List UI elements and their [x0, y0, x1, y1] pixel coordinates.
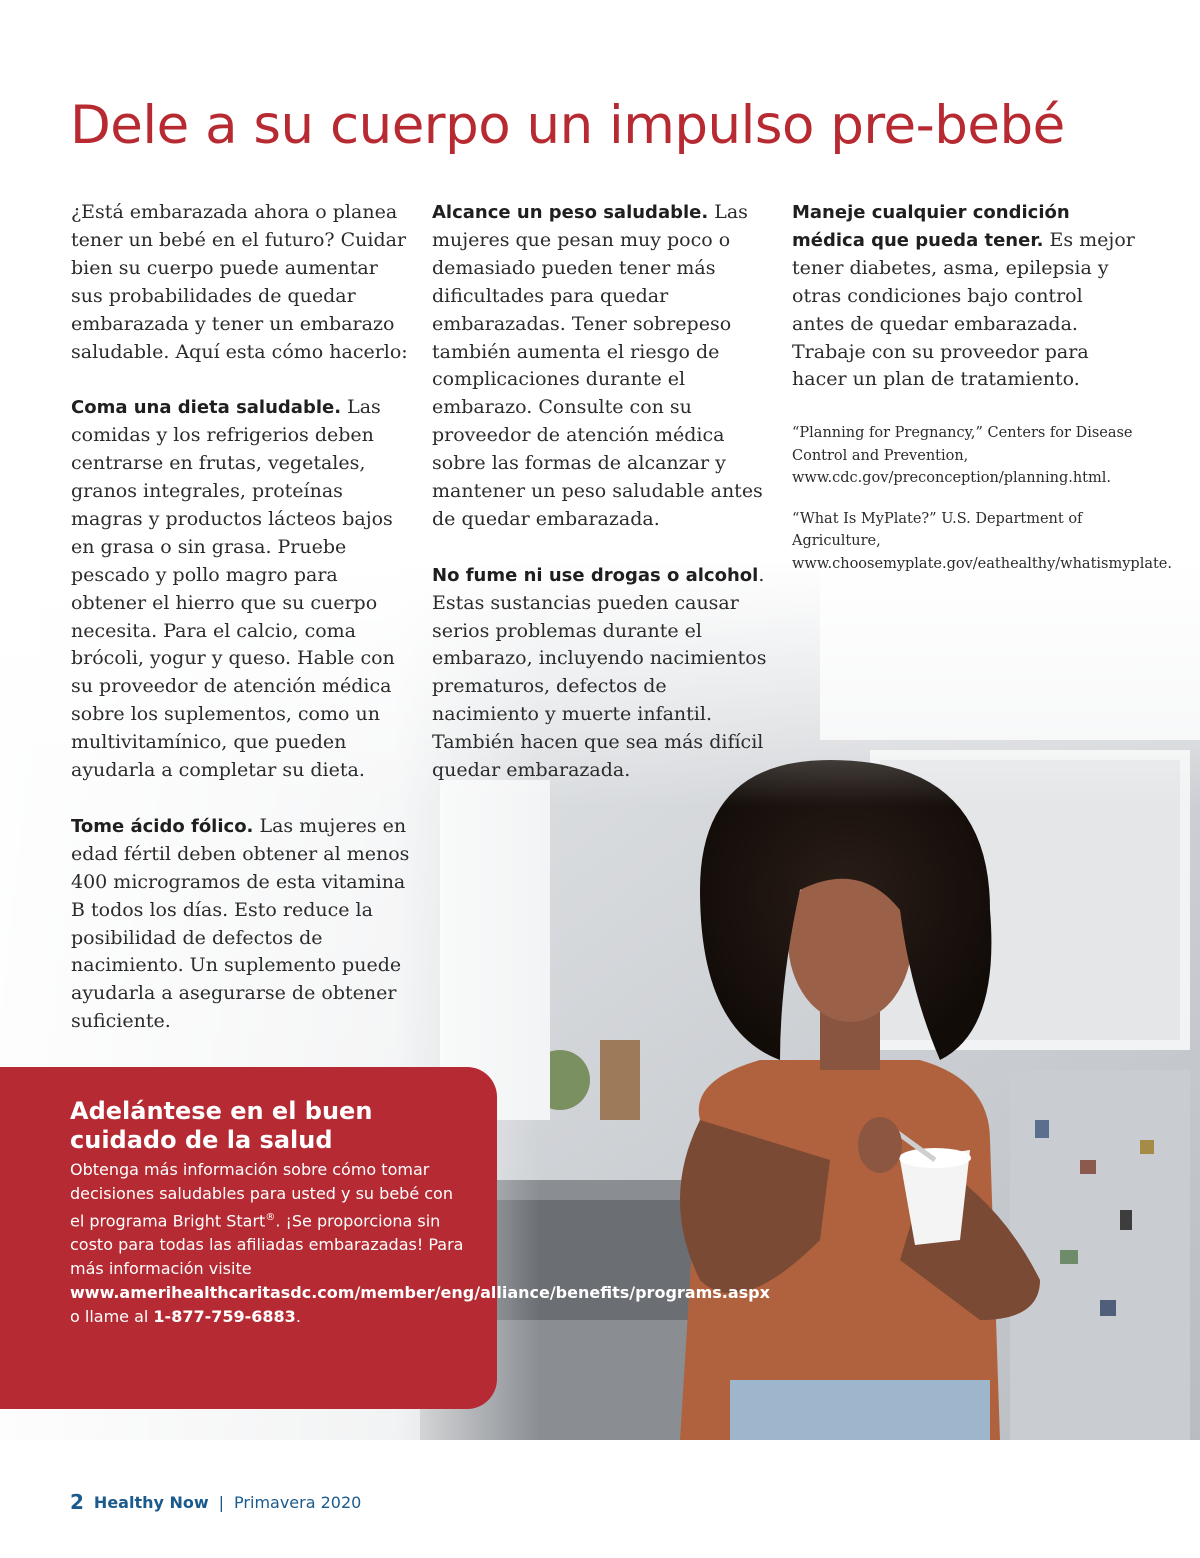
source-citation: “Planning for Pregnancy,” Centers for Disease Control and Prevention, www.cdc.gov/preconception/planning.html.: [792, 425, 1133, 487]
section-no-smoking: [432, 562, 777, 785]
section-body: Es mejor tener diabetes, asma, epilepsia y otras condiciones bajo control antes de quedar embarazada. Trabaje con su proveedor para hacer un plan de tratamiento.: [792, 228, 1135, 391]
column-2: [432, 199, 777, 813]
section-medical-conditions: [792, 199, 1137, 394]
page-title: Dele a su cuerpo un impulso pre-bebé: [70, 95, 1065, 156]
page-number: 2: [70, 1490, 84, 1514]
section-lead: Tome ácido fólico.: [71, 815, 254, 837]
column-3: [792, 199, 1172, 593]
footer-separator: |: [218, 1492, 225, 1512]
section-lead: Coma una dieta saludable.: [71, 397, 342, 419]
program-link[interactable]: www.amerihealthcaritasdc.com/member/eng/alliance/benefits/programs.aspx: [70, 1283, 770, 1303]
promo-heading: Adelántese en el buen cuidado de la salud: [70, 1097, 373, 1154]
sources-list: [792, 422, 1172, 575]
page-footer: [70, 1490, 361, 1514]
promo-text: o llame al: [70, 1307, 154, 1327]
promo-text: . ¡Se proporciona sin costo para todas las afiliadas embarazadas! Para más información visite: [70, 1211, 464, 1279]
section-body: . Estas sustancias pueden causar serios problemas durante el embarazo, incluyendo nacimientos prematuros, defectos de nacimiento y muerte infantil. También hacen que sea más difícil quedar embarazada.: [432, 563, 767, 782]
section-body: Las comidas y los refrigerios deben centrarse en frutas, vegetales, granos integrales, proteínas magras y productos lácteos bajos en grasa o sin grasa. Pruebe pescado y pollo magro para obtener el hierro que su cuerpo necesita. Para el calcio, coma brócoli, yogur y queso. Hable con su proveedor de atención médica sobre los suplementos, como un multivitamínico, que pueden ayudarla a completar su dieta.: [71, 396, 395, 782]
registered-mark: ®: [265, 1212, 276, 1223]
section-body: Las mujeres que pesan muy poco o demasiado pueden tener más dificultades para quedar embarazadas. Tener sobrepeso también aumenta el riesgo de complicaciones durante el embarazo. Consulte con su proveedor de atención médica sobre las formas de alcanzar y mantener un peso saludable antes de quedar embarazada.: [432, 201, 763, 530]
section-lead: No fume ni use drogas o alcohol: [432, 564, 759, 586]
section-folic-acid: [71, 813, 411, 1036]
issue-label: Primavera 2020: [234, 1492, 362, 1512]
section-body: Las mujeres en edad fértil deben obtener al menos 400 microgramos de esta vitamina B todos los días. Esto reduce la posibilidad de defectos de nacimiento. Un suplemento puede ayudarla a asegurarse de obtener suficiente.: [71, 814, 410, 1033]
intro-paragraph: ¿Está embarazada ahora o planea tener un bebé en el futuro? Cuidar bien su cuerpo puede aumentar sus probabilidades de quedar embarazada y tener un embarazo saludable. Aquí esta cómo hacerlo:: [71, 201, 408, 363]
publication-name: Healthy Now: [93, 1492, 209, 1512]
section-lead: Alcance un peso saludable.: [432, 202, 709, 223]
section-healthy-weight: [432, 199, 777, 534]
promo-text: .: [295, 1307, 301, 1327]
column-1: [71, 199, 411, 1064]
source-citation: “What Is MyPlate?” U.S. Department of Agriculture, www.choosemyplate.gov/eathealthy/whatismyplate.: [792, 510, 1172, 572]
section-lead: Maneje cualquier condición médica que pueda tener.: [792, 202, 1070, 251]
promo-body: [70, 1158, 770, 1329]
section-diet: [71, 394, 411, 785]
phone-number[interactable]: 1-877-759-6883: [153, 1307, 296, 1327]
bright-start-promo-box: [0, 1067, 770, 1409]
promo-text: Obtenga más información sobre cómo tomar decisiones saludables para usted y su bebé con el programa Bright Start: [70, 1160, 453, 1231]
